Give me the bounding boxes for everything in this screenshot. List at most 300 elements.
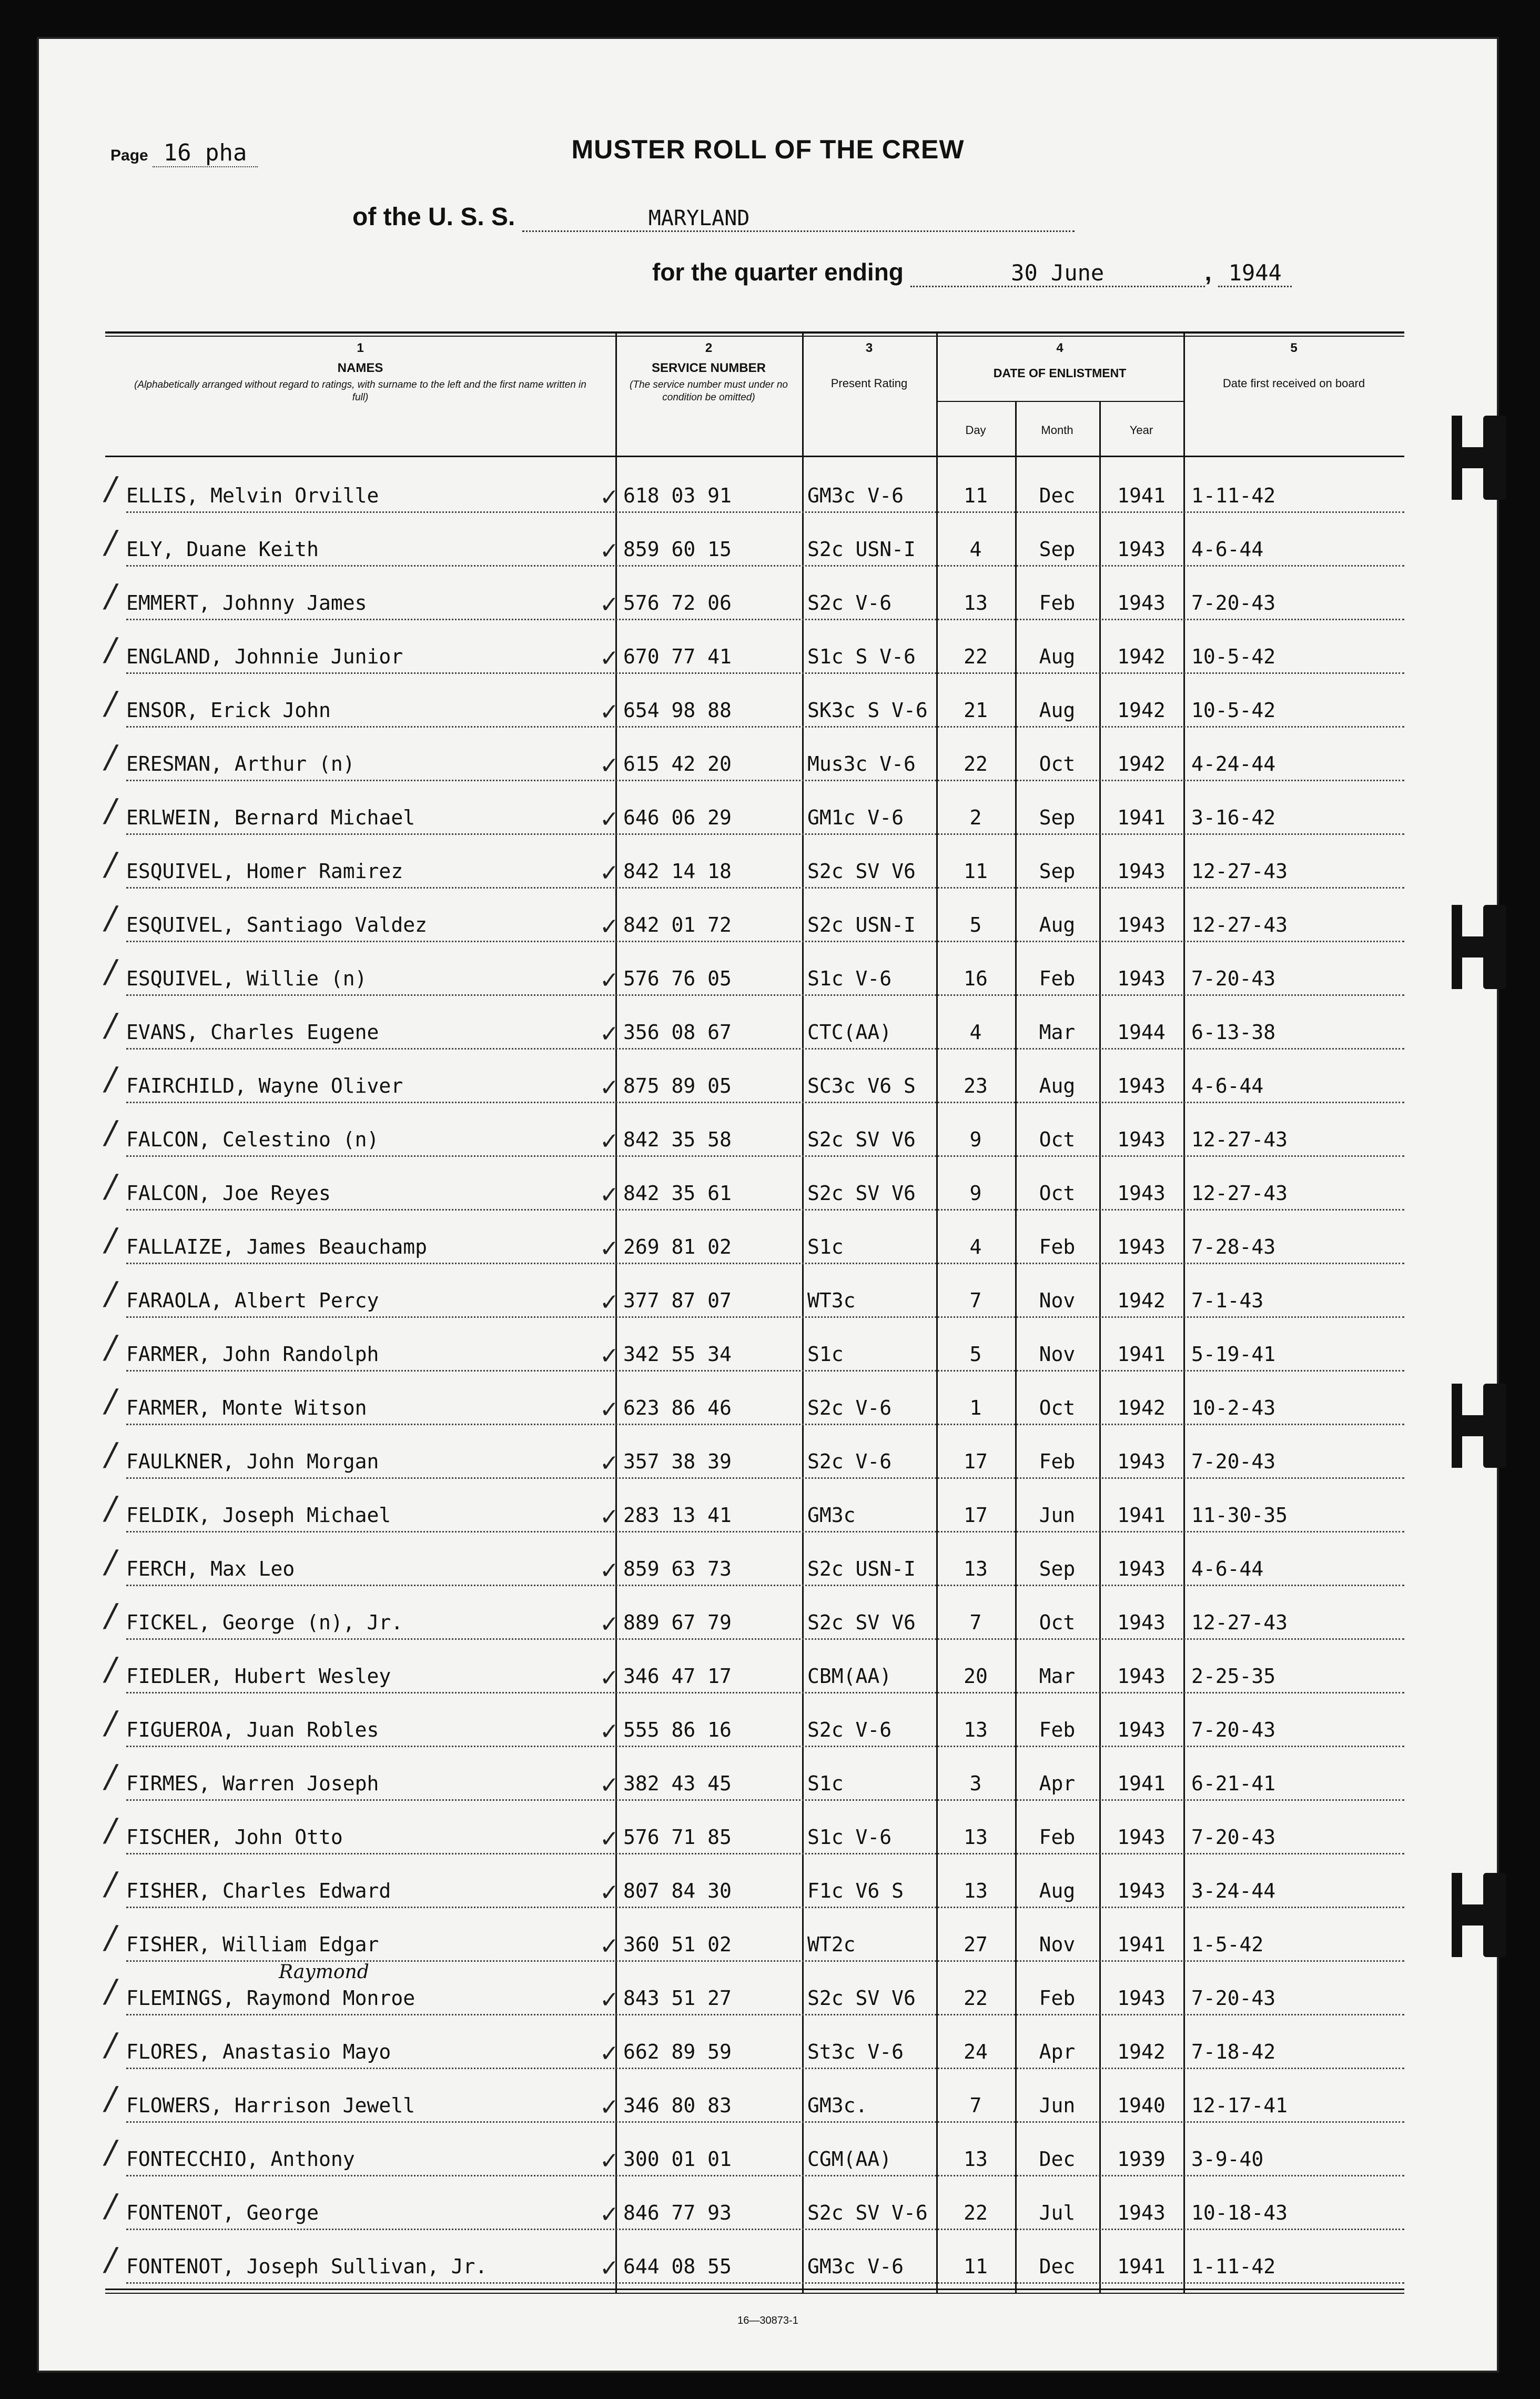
row-underline — [126, 2014, 1404, 2015]
enlist-year: 1943 — [1117, 1987, 1166, 2010]
tick-mark: / — [105, 1597, 116, 1634]
tick-mark: / — [105, 2134, 116, 2171]
table-top-rule-inner — [105, 336, 1404, 337]
col-number: 4 — [1056, 341, 1063, 355]
enlist-month: Apr — [1039, 2040, 1076, 2063]
date-received: 3-24-44 — [1191, 1879, 1276, 1902]
col-title: Date first received on board — [1222, 377, 1365, 390]
tick-mark: / — [105, 1114, 116, 1151]
enlist-month: Oct — [1039, 1396, 1076, 1419]
enlist-year: 1941 — [1117, 1772, 1166, 1795]
enlist-day: 27 — [964, 1933, 988, 1956]
enlist-day: 17 — [964, 1450, 988, 1473]
date-received: 10-5-42 — [1191, 699, 1276, 722]
tick-mark: / — [105, 792, 116, 829]
present-rating: S2c V-6 — [807, 1718, 892, 1741]
row-underline — [126, 1209, 1404, 1211]
check-mark: ✓ — [600, 1182, 619, 1208]
tick-mark: / — [105, 578, 116, 614]
binder-clip — [1483, 905, 1506, 989]
enlist-month: Sep — [1039, 806, 1076, 829]
row-underline — [126, 1907, 1404, 1908]
crew-name: FALLAIZE, James Beauchamp — [126, 1235, 427, 1258]
enlist-year: 1943 — [1117, 1611, 1166, 1634]
present-rating: WT3c — [807, 1289, 856, 1312]
check-mark: ✓ — [600, 1343, 619, 1369]
service-number: 382 43 45 — [623, 1772, 732, 1795]
quarter-year: 1944 — [1218, 260, 1292, 287]
row-underline — [126, 833, 1404, 835]
enlist-month: Dec — [1039, 2148, 1076, 2171]
service-number: 342 55 34 — [623, 1343, 732, 1366]
ship-label: of the U. S. S. — [352, 203, 515, 231]
table-row — [105, 1590, 1404, 1644]
service-number: 807 84 30 — [623, 1879, 732, 1902]
check-mark: ✓ — [600, 806, 619, 833]
enlist-day: 7 — [969, 2094, 982, 2117]
table-row — [105, 624, 1404, 678]
enlist-day: 7 — [969, 1611, 982, 1634]
check-mark: ✓ — [600, 1557, 619, 1584]
row-underline — [126, 511, 1404, 513]
crew-name: FIEDLER, Hubert Wesley — [126, 1665, 391, 1688]
enlist-day: 4 — [969, 1235, 982, 1258]
row-underline — [126, 1638, 1404, 1640]
service-number: 346 47 17 — [623, 1665, 732, 1688]
present-rating: GM1c V-6 — [807, 806, 904, 829]
service-number: 846 77 93 — [623, 2201, 732, 2224]
muster-roll-sheet — [37, 37, 1499, 2373]
service-number: 618 03 91 — [623, 484, 732, 507]
page-label: Page — [110, 147, 148, 164]
present-rating: S1c — [807, 1772, 844, 1795]
page-value: 16 pha — [153, 139, 258, 167]
date-received: 6-13-38 — [1191, 1021, 1276, 1044]
tick-mark: / — [105, 1061, 116, 1097]
date-received: 7-20-43 — [1191, 1826, 1276, 1849]
present-rating: S2c SV V6 — [807, 1182, 916, 1205]
date-received: 3-9-40 — [1191, 2148, 1264, 2171]
row-underline — [126, 2282, 1404, 2284]
check-mark: ✓ — [600, 1611, 619, 1638]
enlist-year: 1941 — [1117, 2255, 1166, 2278]
row-underline — [126, 565, 1404, 567]
row-underline — [126, 1531, 1404, 1533]
document-title: MUSTER ROLL OF THE CREW — [571, 135, 965, 164]
check-mark: ✓ — [600, 1665, 619, 1691]
service-number: 644 08 55 — [623, 2255, 732, 2278]
enlist-day: 7 — [969, 1289, 982, 1312]
crew-name: FARMER, John Randolph — [126, 1343, 379, 1366]
crew-name: ENSOR, Erick John — [126, 699, 331, 722]
tick-mark: / — [105, 685, 116, 722]
check-mark: ✓ — [600, 699, 619, 725]
tick-mark: / — [105, 1705, 116, 1741]
enlist-year: 1941 — [1117, 806, 1166, 829]
service-number: 269 81 02 — [623, 1235, 732, 1258]
present-rating: S2c SV V6 — [807, 860, 916, 883]
service-number: 670 77 41 — [623, 645, 732, 668]
tick-mark: / — [105, 1812, 116, 1849]
enlist-day: 5 — [969, 1343, 982, 1366]
service-number: 346 80 83 — [623, 2094, 732, 2117]
present-rating: CBM(AA) — [807, 1665, 892, 1688]
enlist-year: 1943 — [1117, 1557, 1166, 1580]
service-number: 662 89 59 — [623, 2040, 732, 2063]
present-rating: WT2c — [807, 1933, 856, 1956]
col-title: Present Rating — [830, 377, 908, 390]
service-number: 357 38 39 — [623, 1450, 732, 1473]
check-mark: ✓ — [600, 967, 619, 994]
service-number: 654 98 88 — [623, 699, 732, 722]
present-rating: S2c USN-I — [807, 913, 916, 936]
check-mark: ✓ — [600, 2148, 619, 2174]
check-mark: ✓ — [600, 1021, 619, 1047]
enlist-day: 1 — [969, 1396, 982, 1419]
date-received: 7-20-43 — [1191, 1450, 1276, 1473]
crew-name: FLEMINGS, Raymond Monroe — [126, 1987, 416, 2010]
enlist-day: 13 — [964, 2148, 988, 2171]
table-bottom-rule — [105, 2289, 1404, 2290]
enlist-day: 3 — [969, 1772, 982, 1795]
enlist-year: 1940 — [1117, 2094, 1166, 2117]
check-mark: ✓ — [600, 913, 619, 940]
check-mark: ✓ — [600, 591, 619, 618]
tick-mark: / — [105, 1490, 116, 1527]
present-rating: Mus3c V-6 — [807, 752, 916, 775]
date-received: 10-18-43 — [1191, 2201, 1288, 2224]
check-mark: ✓ — [600, 2094, 619, 2121]
enlist-year: 1942 — [1117, 645, 1166, 668]
present-rating: S1c — [807, 1343, 844, 1366]
enlist-day: 22 — [964, 2201, 988, 2224]
service-number: 842 35 61 — [623, 1182, 732, 1205]
enlist-day: 4 — [969, 538, 982, 561]
row-underline — [126, 2121, 1404, 2123]
col-number: 2 — [705, 341, 713, 355]
row-underline — [126, 1799, 1404, 1801]
crew-name: FIGUEROA, Juan Robles — [126, 1718, 379, 1741]
check-mark: ✓ — [600, 1879, 619, 1906]
row-underline — [126, 1692, 1404, 1694]
check-mark: ✓ — [600, 538, 619, 565]
check-mark: ✓ — [600, 1718, 619, 1745]
enlist-year: 1943 — [1117, 860, 1166, 883]
date-received: 7-28-43 — [1191, 1235, 1276, 1258]
col-number: 3 — [865, 341, 873, 355]
present-rating: S2c SV V6 — [807, 1128, 916, 1151]
enlist-day: 13 — [964, 1557, 988, 1580]
table-row — [105, 1429, 1404, 1483]
enlist-year: 1943 — [1117, 1182, 1166, 1205]
crew-name: FIRMES, Warren Joseph — [126, 1772, 379, 1795]
table-row — [105, 1268, 1404, 1322]
tick-mark: / — [105, 2188, 116, 2224]
table-row — [105, 1107, 1404, 1161]
col-header-rating — [802, 341, 936, 390]
crew-name: FISCHER, John Otto — [126, 1826, 343, 1849]
present-rating: S1c — [807, 1235, 844, 1258]
enlist-year: 1942 — [1117, 1396, 1166, 1419]
enlist-month: Mar — [1039, 1665, 1076, 1688]
tick-mark: / — [105, 1329, 116, 1366]
quarter-ending-field: for the quarter ending 30 June , 1944 — [652, 258, 1292, 287]
subhead-day: Day — [965, 424, 986, 437]
table-row — [105, 785, 1404, 839]
enlist-year: 1941 — [1117, 1933, 1166, 1956]
present-rating: S2c SV V-6 — [807, 2201, 928, 2224]
enlist-year: 1943 — [1117, 591, 1166, 614]
enlist-year: 1943 — [1117, 538, 1166, 561]
date-received: 4-24-44 — [1191, 752, 1276, 775]
enlist-year: 1943 — [1117, 967, 1166, 990]
table-row — [105, 1375, 1404, 1429]
binder-clip — [1483, 1873, 1506, 1957]
service-number: 623 86 46 — [623, 1396, 732, 1419]
tick-mark: / — [105, 1758, 116, 1795]
tick-mark: / — [105, 1436, 116, 1473]
present-rating: S2c V-6 — [807, 1450, 892, 1473]
enlist-year: 1942 — [1117, 699, 1166, 722]
enlist-month: Sep — [1039, 860, 1076, 883]
row-underline — [126, 1477, 1404, 1479]
crew-name: ENGLAND, Johnnie Junior — [126, 645, 403, 668]
service-number: 356 08 67 — [623, 1021, 732, 1044]
date-received: 7-20-43 — [1191, 967, 1276, 990]
check-mark: ✓ — [600, 1933, 619, 1960]
service-number: 300 01 01 — [623, 2148, 732, 2171]
enlist-year: 1943 — [1117, 1718, 1166, 1741]
table-row — [105, 2019, 1404, 2073]
row-underline — [126, 2175, 1404, 2176]
col-title: DATE OF ENLISTMENT — [993, 366, 1127, 380]
col-subtitle: (The service number must under no condition be omitted) — [630, 379, 788, 403]
enlist-month: Nov — [1039, 1289, 1076, 1312]
enlist-day: 11 — [964, 860, 988, 883]
tick-mark: / — [105, 1973, 116, 2010]
present-rating: S2c SV V6 — [807, 1987, 916, 2010]
crew-name: FALCON, Celestino (n) — [126, 1128, 379, 1151]
crew-name: FLOWERS, Harrison Jewell — [126, 2094, 416, 2117]
crew-name: ERLWEIN, Bernard Michael — [126, 806, 416, 829]
crew-name: FISHER, Charles Edward — [126, 1879, 391, 1902]
check-mark: ✓ — [600, 860, 619, 886]
check-mark: ✓ — [600, 484, 619, 511]
table-row — [105, 678, 1404, 731]
tick-mark: / — [105, 1168, 116, 1205]
present-rating: SC3c V6 S — [807, 1074, 916, 1097]
date-received: 12-27-43 — [1191, 913, 1288, 936]
enlist-day: 13 — [964, 591, 988, 614]
row-underline — [126, 672, 1404, 674]
row-underline — [126, 2229, 1404, 2230]
enlist-month: Feb — [1039, 1718, 1076, 1741]
present-rating: CGM(AA) — [807, 2148, 892, 2171]
crew-name: EVANS, Charles Eugene — [126, 1021, 379, 1044]
table-row — [105, 1053, 1404, 1107]
date-received: 4-6-44 — [1191, 1557, 1264, 1580]
service-number: 377 87 07 — [623, 1289, 732, 1312]
date-received: 3-16-42 — [1191, 806, 1276, 829]
enlistment-subhead-rule — [936, 401, 1183, 402]
crew-name: FAULKNER, John Morgan — [126, 1450, 379, 1473]
enlist-year: 1942 — [1117, 1289, 1166, 1312]
table-row — [105, 2073, 1404, 2126]
check-mark: ✓ — [600, 1450, 619, 1477]
date-received: 5-19-41 — [1191, 1343, 1276, 1366]
enlist-day: 9 — [969, 1128, 982, 1151]
enlist-year: 1942 — [1117, 752, 1166, 775]
row-underline — [126, 2068, 1404, 2069]
subhead-month: Month — [1041, 424, 1073, 437]
col-number: 5 — [1290, 341, 1298, 355]
date-received: 7-20-43 — [1191, 591, 1276, 614]
service-number: 283 13 41 — [623, 1504, 732, 1527]
crew-name: FERCH, Max Leo — [126, 1557, 295, 1580]
tick-mark: / — [105, 953, 116, 990]
tick-mark: / — [105, 2080, 116, 2117]
row-underline — [126, 941, 1404, 942]
tick-mark: / — [105, 2241, 116, 2278]
crew-name: ESQUIVEL, Willie (n) — [126, 967, 367, 990]
check-mark: ✓ — [600, 1987, 619, 2013]
row-underline — [126, 1263, 1404, 1264]
service-number: 576 71 85 — [623, 1826, 732, 1849]
col-header-enlistment — [936, 341, 1183, 380]
present-rating: S2c USN-I — [807, 1557, 916, 1580]
service-number: 842 14 18 — [623, 860, 732, 883]
table-row — [105, 2180, 1404, 2234]
enlist-day: 9 — [969, 1182, 982, 1205]
date-received: 7-20-43 — [1191, 1987, 1276, 2010]
tick-mark: / — [105, 900, 116, 936]
enlist-day: 21 — [964, 699, 988, 722]
present-rating: GM3c. — [807, 2094, 868, 2117]
enlist-month: Oct — [1039, 1182, 1076, 1205]
enlist-day: 13 — [964, 1718, 988, 1741]
ship-name-field — [352, 203, 1075, 232]
service-number: 842 35 58 — [623, 1128, 732, 1151]
table-row — [105, 1214, 1404, 1268]
enlist-year: 1943 — [1117, 1665, 1166, 1688]
table-row — [105, 892, 1404, 946]
crew-name: FAIRCHILD, Wayne Oliver — [126, 1074, 403, 1097]
table-row — [105, 1536, 1404, 1590]
handwritten-correction: Raymond — [279, 1961, 369, 1983]
col-title: SERVICE NUMBER — [652, 361, 766, 375]
enlist-month: Jun — [1039, 2094, 1076, 2117]
date-received: 2-25-35 — [1191, 1665, 1276, 1688]
present-rating: S1c V-6 — [807, 967, 892, 990]
row-underline — [126, 1316, 1404, 1318]
row-underline — [126, 1048, 1404, 1050]
enlist-year: 1943 — [1117, 1128, 1166, 1151]
enlist-month: Feb — [1039, 1235, 1076, 1258]
table-row — [105, 1805, 1404, 1858]
enlist-year: 1943 — [1117, 1450, 1166, 1473]
service-number: 843 51 27 — [623, 1987, 732, 2010]
tick-mark: / — [105, 1651, 116, 1688]
row-underline — [126, 887, 1404, 889]
enlist-year: 1943 — [1117, 1235, 1166, 1258]
binder-clip — [1483, 416, 1506, 500]
table-row — [105, 1322, 1404, 1375]
present-rating: F1c V6 S — [807, 1879, 904, 1902]
crew-name: FONTENOT, George — [126, 2201, 319, 2224]
check-mark: ✓ — [600, 1826, 619, 1852]
tick-mark: / — [105, 524, 116, 561]
row-underline — [126, 994, 1404, 996]
enlist-day: 5 — [969, 913, 982, 936]
tick-mark: / — [105, 1919, 116, 1956]
service-number: 859 63 73 — [623, 1557, 732, 1580]
enlist-year: 1943 — [1117, 1074, 1166, 1097]
col-subtitle: (Alphabetically arranged without regard to ratings, with surname to the left and the first name written in full) — [134, 379, 586, 403]
enlist-month: Aug — [1039, 1074, 1076, 1097]
date-received: 12-27-43 — [1191, 1128, 1288, 1151]
col-header-names — [105, 341, 615, 404]
row-underline — [126, 726, 1404, 728]
quarter-label: for the quarter ending — [652, 258, 904, 286]
enlist-month: Oct — [1039, 1611, 1076, 1634]
enlist-day: 23 — [964, 1074, 988, 1097]
table-row — [105, 1000, 1404, 1053]
enlist-month: Oct — [1039, 752, 1076, 775]
check-mark: ✓ — [600, 2255, 619, 2282]
crew-table — [105, 331, 1404, 2299]
binder-clip — [1483, 1384, 1506, 1468]
enlist-month: Sep — [1039, 538, 1076, 561]
enlist-year: 1941 — [1117, 1504, 1166, 1527]
enlist-day: 2 — [969, 806, 982, 829]
enlist-day: 13 — [964, 1826, 988, 1849]
tick-mark: / — [105, 1866, 116, 1902]
service-number: 859 60 15 — [623, 538, 732, 561]
table-row — [105, 2126, 1404, 2180]
enlist-day: 13 — [964, 1879, 988, 1902]
enlist-year: 1943 — [1117, 913, 1166, 936]
enlist-day: 22 — [964, 1987, 988, 2010]
service-number: 842 01 72 — [623, 913, 732, 936]
enlist-month: Sep — [1039, 1557, 1076, 1580]
enlist-year: 1943 — [1117, 1826, 1166, 1849]
service-number: 889 67 79 — [623, 1611, 732, 1634]
date-received: 12-17-41 — [1191, 2094, 1288, 2117]
crew-name: FELDIK, Joseph Michael — [126, 1504, 391, 1527]
row-underline — [126, 1853, 1404, 1854]
row-underline — [126, 1424, 1404, 1425]
form-code: 16—30873-1 — [737, 2315, 798, 2326]
present-rating: GM3c V-6 — [807, 484, 904, 507]
table-row — [105, 731, 1404, 785]
present-rating: S1c V-6 — [807, 1826, 892, 1849]
enlist-month: Feb — [1039, 967, 1076, 990]
crew-name: ESQUIVEL, Santiago Valdez — [126, 913, 427, 936]
check-mark: ✓ — [600, 1772, 619, 1799]
enlist-month: Feb — [1039, 591, 1076, 614]
enlist-month: Aug — [1039, 1879, 1076, 1902]
service-number: 576 76 05 — [623, 967, 732, 990]
tick-mark: / — [105, 1007, 116, 1044]
table-row — [105, 570, 1404, 624]
enlist-day: 22 — [964, 752, 988, 775]
service-number: 555 86 16 — [623, 1718, 732, 1741]
col-title: NAMES — [337, 361, 383, 375]
tick-mark: / — [105, 846, 116, 883]
date-received: 7-1-43 — [1191, 1289, 1264, 1312]
enlist-month: Dec — [1039, 484, 1076, 507]
present-rating: S1c S V-6 — [807, 645, 916, 668]
